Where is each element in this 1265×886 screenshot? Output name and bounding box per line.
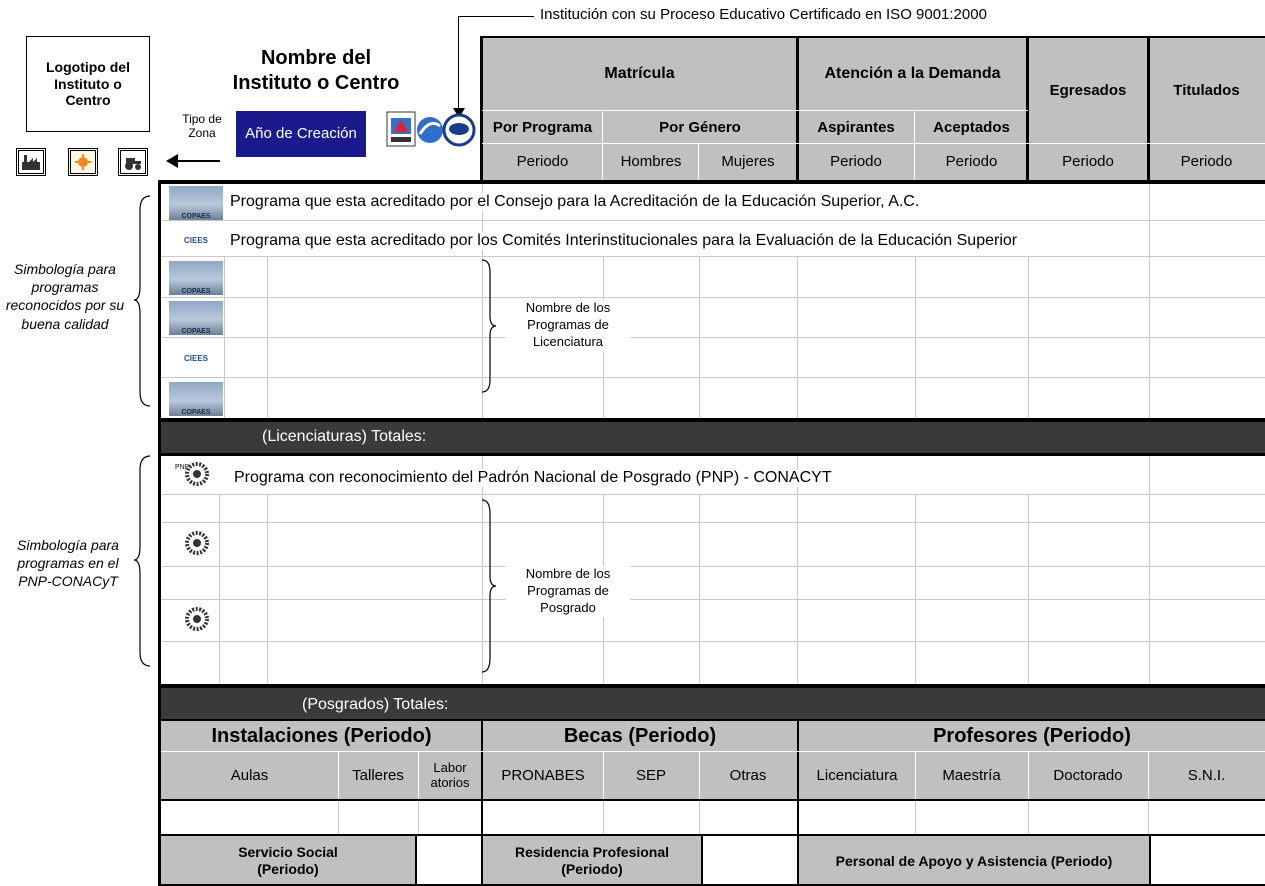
pnp-legend-text: Programa con reconocimiento del Padrón Nacional de Posgrado (PNP) - CONACYT bbox=[234, 469, 832, 486]
servicio-social-label: Servicio Social (Periodo) bbox=[161, 836, 415, 886]
col-header-egresados: Egresados bbox=[1049, 81, 1127, 99]
ciees-legend-text: Programa que esta acreditado por los Comités Interinstitucionales para la Evaluación de la Educación Superior bbox=[230, 232, 1018, 249]
col-periodo-aspirantes: Periodo bbox=[830, 152, 882, 170]
posgrado-totals-label: (Posgrados) Totales: bbox=[302, 696, 449, 713]
laboratorios-col: Labor atorios bbox=[430, 759, 470, 790]
maestria-col: Maestría bbox=[942, 767, 1001, 784]
sep-col: SEP bbox=[635, 767, 666, 784]
header-divider bbox=[158, 180, 1265, 184]
becas-header: Becas (Periodo) bbox=[563, 724, 717, 747]
svg-text:PNP: PNP bbox=[175, 464, 190, 471]
copaes-logo: COPAES bbox=[168, 259, 224, 297]
quality-side-note: Simbología para programas reconocidos por su buena calidad bbox=[5, 261, 125, 332]
col-hombres: Hombres bbox=[620, 152, 682, 170]
col-header-por-genero: Por Género bbox=[659, 118, 741, 136]
iso-pointer-line-v bbox=[458, 16, 459, 110]
aulas-col: Aulas bbox=[230, 767, 269, 784]
sun-icon bbox=[68, 148, 98, 176]
profesores-header: Profesores (Periodo) bbox=[933, 724, 1131, 747]
zone-arrow-icon bbox=[166, 154, 178, 168]
iso-certification-logos bbox=[386, 110, 482, 150]
licenciatura-program-names: Nombre de los Programas de Licenciatura bbox=[506, 300, 630, 351]
factory-icon bbox=[16, 148, 46, 176]
licenciatura-totals-label: (Licenciaturas) Totales: bbox=[262, 428, 427, 445]
zone-type-label: Tipo de Zona bbox=[182, 112, 222, 141]
pnp-conacyt-logo bbox=[168, 458, 218, 494]
pnp-conacyt-logo bbox=[168, 602, 218, 640]
copaes-logo: COPAES bbox=[168, 299, 224, 337]
talleres-col: Talleres bbox=[352, 767, 404, 784]
col-header-por-programa: Por Programa bbox=[492, 118, 593, 136]
pnp-brace bbox=[132, 454, 152, 668]
col-header-aceptados: Aceptados bbox=[933, 118, 1010, 136]
pronabes-col: PRONABES bbox=[501, 767, 585, 784]
logo-placeholder: Logotipo del Instituto o Centro bbox=[26, 36, 150, 132]
tractor-icon bbox=[118, 148, 148, 176]
quality-brace bbox=[132, 194, 152, 408]
ciees-logo: CIEES bbox=[183, 235, 208, 245]
ciees-logo: CIEES bbox=[183, 353, 208, 363]
instalaciones-header: Instalaciones (Periodo) bbox=[211, 724, 432, 747]
col-periodo-titulados: Periodo bbox=[1180, 152, 1233, 170]
iso-pointer-line-h bbox=[458, 16, 534, 17]
col-periodo-egresados: Periodo bbox=[1062, 152, 1114, 170]
col-mujeres: Mujeres bbox=[721, 152, 775, 170]
licenciatura-col: Licenciatura bbox=[816, 767, 898, 784]
posgrado-brace bbox=[480, 498, 496, 674]
col-periodo-programa: Periodo bbox=[516, 152, 569, 170]
copaes-legend-text: Programa que esta acreditado por el Consejo para la Acreditación de la Educación Superior, A.C. bbox=[230, 193, 920, 210]
copaes-logo: COPAES bbox=[168, 379, 224, 419]
creation-year-box: Año de Creación bbox=[236, 111, 366, 157]
institute-name: Nombre del Instituto o Centro bbox=[232, 47, 400, 94]
zone-arrow-line bbox=[176, 160, 220, 162]
col-header-demanda: Atención a la Demanda bbox=[824, 65, 1001, 82]
otras-col: Otras bbox=[729, 767, 767, 784]
sni-col: S.N.I. bbox=[1187, 767, 1226, 784]
col-header-aspirantes: Aspirantes bbox=[817, 118, 895, 136]
copaes-logo: COPAES bbox=[168, 186, 224, 220]
residencia-label: Residencia Profesional (Periodo) bbox=[483, 836, 701, 886]
personal-apoyo-label: Personal de Apoyo y Asistencia (Periodo) bbox=[799, 836, 1149, 886]
col-header-titulados: Titulados bbox=[1173, 81, 1240, 99]
pnp-conacyt-logo bbox=[168, 526, 218, 564]
doctorado-col: Doctorado bbox=[1053, 767, 1123, 784]
iso-annotation: Institución con su Proceso Educativo Certificado en ISO 9001:2000 bbox=[540, 6, 987, 23]
posgrado-program-names: Nombre de los Programas de Posgrado bbox=[506, 566, 630, 617]
pnp-side-note: Simbología para programas en el PNP-CONACyT bbox=[17, 537, 119, 590]
col-periodo-aceptados: Periodo bbox=[945, 152, 998, 170]
licenciatura-brace bbox=[480, 258, 496, 394]
col-header-matricula: Matrícula bbox=[604, 65, 675, 82]
